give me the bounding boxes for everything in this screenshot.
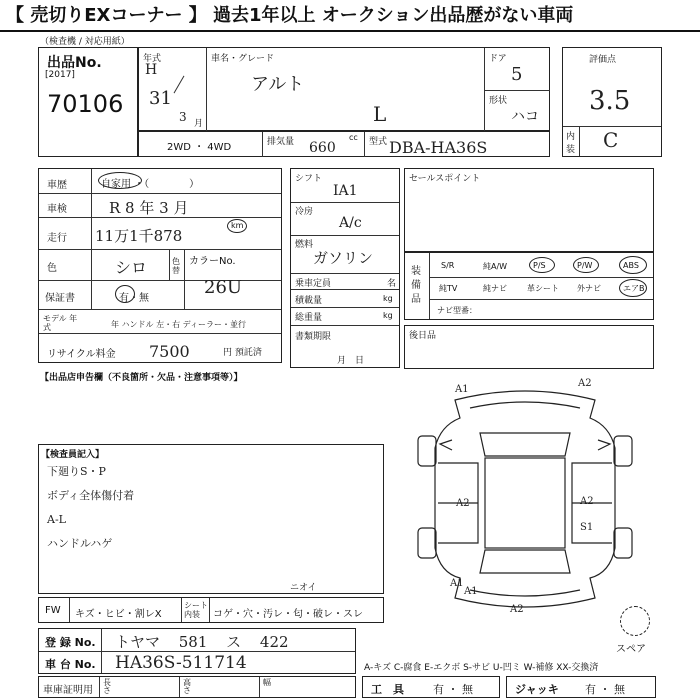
car-name-value: アルト (251, 74, 305, 95)
mark-rear-center: A2 (510, 604, 524, 615)
mileage-label: 走行 (47, 233, 67, 244)
details-box (38, 168, 282, 363)
interior-label-bottom: 装 (566, 145, 576, 155)
equip-abs: ABS (623, 261, 639, 270)
load-unit: kg (383, 294, 393, 303)
spare-label: スペア (616, 644, 646, 655)
shift-label: シフト (295, 174, 323, 184)
displacement-label: 排気量 (267, 137, 295, 147)
mark-rear-bumper: A1 (464, 586, 478, 597)
capacity-label: 乗車定員 (295, 279, 332, 289)
history-value: 自家用 ・（ ） (101, 179, 200, 190)
sales-point-label: セールスポイント (409, 174, 481, 184)
fuel-label: 燃料 (295, 240, 314, 250)
doc-deadline-label: 書類期限 (295, 332, 332, 342)
doors-value: 5 (511, 64, 523, 85)
weight-unit: kg (383, 311, 393, 320)
jack-value: 有 ・ 無 (585, 683, 625, 696)
color-no-label: カラーNo. (189, 256, 236, 267)
color-value: シロ (115, 258, 148, 277)
load-label: 積載量 (295, 296, 323, 306)
displacement-value: 660 (309, 140, 336, 156)
inspection-value: R 8 年 3 月 (109, 199, 189, 217)
after-sale-label: 後日品 (409, 331, 437, 341)
model-row-label: モデル 年式 (43, 314, 78, 332)
cert-width: 幅 (263, 678, 271, 687)
equip-nav-model: ナビ型番： (437, 306, 477, 315)
damage-legend: A-キズ C-腐食 E-エクボ S-サビ U-凹ミ W-補修 XX-交換済 (364, 663, 599, 673)
shape-label: 形状 (489, 96, 508, 106)
cert-height: 高さ (183, 678, 191, 695)
capacity-unit: 名 (387, 279, 397, 289)
interior-value: C (603, 128, 619, 152)
page-header: 【 売切りEXコーナー 】 過去1年以上 オークション出品歴がない車両 (0, 0, 700, 32)
equip-leather: 革シート (527, 284, 559, 293)
equip-pw: P/W (577, 261, 593, 270)
equip-aw: 純A/W (483, 262, 508, 271)
color-label: 色 (47, 263, 57, 274)
jack-row (506, 676, 656, 698)
certificate-label: 車庫証明用 (43, 685, 93, 696)
car-grade-value: L (373, 102, 387, 126)
inspector-note-3: A-L (47, 513, 66, 526)
inspector-note-4: ハンドルハゲ (47, 537, 113, 550)
model-year-era: H (145, 62, 158, 78)
warranty-label: 保証書 (45, 293, 75, 304)
score-label: 評価点 (589, 55, 617, 65)
year-badge: [2017] (45, 70, 75, 80)
shape-value: ハコ (511, 109, 539, 125)
inspector-note-2: ボディ全体傷付着 (47, 489, 135, 502)
fw-text: キズ・ヒビ・割レX (75, 609, 162, 620)
score-value: 3.5 (589, 86, 631, 116)
fuel-value: ガソリン (313, 249, 374, 267)
color-no-value: 26U (204, 277, 243, 298)
cert-length: 長さ (103, 678, 111, 695)
score-box (562, 47, 662, 157)
chassis-value: HA36S-511714 (115, 653, 247, 673)
lot-box (38, 47, 138, 157)
recycle-unit: 円 預託済 (223, 348, 262, 358)
mark-front-right: A2 (578, 378, 592, 389)
mark-left-door: A2 (456, 498, 470, 509)
inspector-note-1: 下廻りS・P (47, 465, 106, 478)
sales-point-box (404, 168, 654, 252)
tools-row (362, 676, 500, 698)
equipment-box (404, 252, 654, 320)
model-year-label: 年式 (143, 54, 162, 64)
lot-label: 出品No. (47, 55, 102, 71)
shift-value: IA1 (333, 183, 358, 199)
displacement-unit: cc (349, 133, 358, 142)
after-sale-box (404, 325, 654, 369)
vehicle-info-box (138, 47, 550, 131)
tools-label: 工 具 (371, 683, 404, 696)
equip-airbag: エアB (623, 284, 645, 293)
warranty-value: 有・無 (119, 293, 149, 304)
weight-label: 総重量 (295, 313, 323, 323)
inspector-label: 【検査員記入】 (41, 450, 105, 460)
drive-row (138, 131, 550, 157)
form-subtitle: （検査機 / 対応用紙） (40, 37, 130, 47)
equip-ext-navi: 外ナビ (577, 284, 601, 293)
recycle-value: 7500 (149, 342, 190, 361)
drive-text: 2WD ・ 4WD (167, 142, 232, 153)
equip-navi: 純ナビ (483, 284, 507, 293)
spare-tire-icon (620, 606, 650, 636)
aircon-value: A/c (339, 215, 362, 231)
mark-right-door: A2 (580, 496, 594, 507)
interior-label-top: 内 (566, 132, 576, 142)
doors-label: ドア (489, 54, 507, 64)
model-row-text: 年 ハンドル 左・右 ディーラー・並行 (111, 320, 246, 329)
history-label: 車歴 (47, 180, 67, 191)
fw-row (38, 597, 384, 623)
mark-rear-left: A1 (450, 578, 464, 589)
odor-note: ニオイ (290, 583, 317, 593)
color-change-label: 色替 (172, 257, 180, 275)
model-type-value: DBA-HA36S (389, 138, 488, 157)
model-year-value: 31 (149, 88, 172, 109)
registration-label: 登 録 No. (45, 636, 96, 649)
model-year-month-unit: 月 (194, 119, 204, 129)
mark-right-rear: S1 (580, 522, 594, 533)
inspection-label: 車検 (47, 204, 67, 215)
model-year-month: 3 (179, 110, 187, 124)
model-type-label: 型式 (369, 137, 388, 147)
lot-number: 70106 (47, 90, 124, 118)
car-damage-diagram (400, 378, 650, 618)
equip-sr: S/R (441, 261, 455, 270)
car-name-label: 車名・グレード (211, 54, 275, 64)
equipment-label: 装備品 (411, 266, 421, 305)
seat-text: コゲ・穴・汚レ・匂・破レ・スレ (213, 609, 363, 620)
recycle-label: リサイクル料金 (47, 349, 116, 360)
equip-ps: P/S (533, 261, 546, 270)
doc-deadline-unit: 月 日 (337, 356, 365, 366)
mileage-unit: km (231, 221, 244, 230)
seller-report-label: 【出品店申告欄（不良箇所・欠品・注意事項等）】 (40, 373, 243, 383)
aircon-label: 冷房 (295, 207, 314, 217)
seat-label: シート内装 (184, 601, 208, 619)
tools-value: 有 ・ 無 (433, 683, 473, 696)
equip-tv: 純TV (439, 284, 458, 293)
mileage-value: 11万1千878 (95, 227, 183, 245)
fw-label: FW (45, 605, 61, 616)
registration-value: トヤマ 581 ス 422 (115, 633, 289, 651)
inspector-box (38, 444, 384, 594)
spec-box (290, 168, 400, 368)
certificate-row (38, 676, 356, 698)
chassis-label: 車 台 No. (45, 658, 96, 671)
jack-label: ジャッキ (515, 683, 559, 696)
mark-front-left: A1 (455, 384, 469, 395)
registration-box (38, 628, 356, 674)
